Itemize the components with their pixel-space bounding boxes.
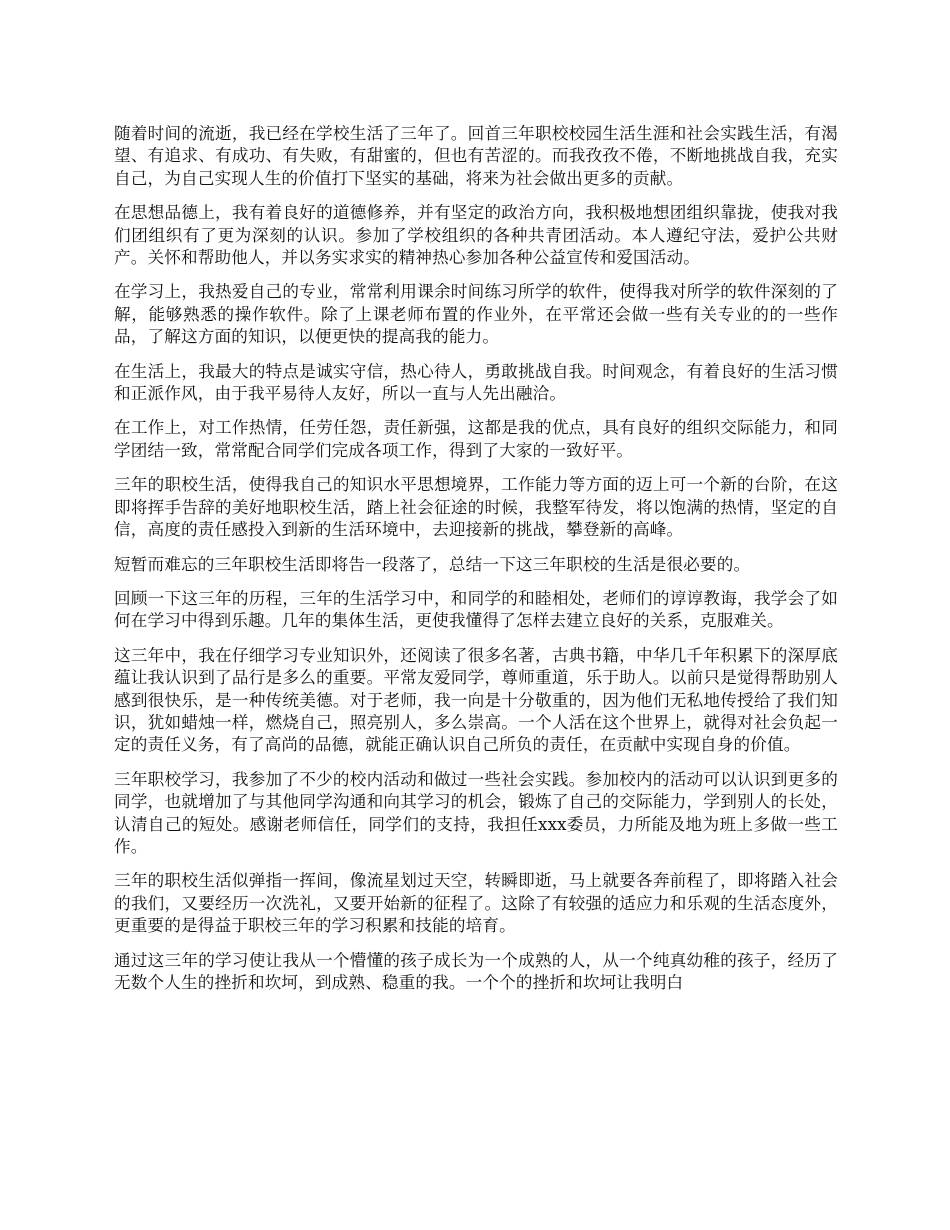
paragraph: 短暂而难忘的三年职校生活即将告一段落了，总结一下这三年职校的生活是很必要的。 xyxy=(114,554,751,574)
paragraph: 三年的职校生活，使得我自己的知识水平思想境界，工作能力等方面的迈上可一个新的台阶，在这即将挥手告辞的美好地职校生活，踏上社会征途的时候，我整军待发，将以饱满的热情，坚定的自信，高度的责任感投入到新的生活环境中，去迎接新的挑战，攀登新的高峰。 xyxy=(114,475,838,540)
paragraph: 通过这三年的学习使让我从一个懵懂的孩子成长为一个成熟的人，从一个纯真幼稚的孩子，经历了无数个人生的挫折和坎坷，到成熟、稳重的我。一个个的挫折和坎坷让我明白 xyxy=(114,950,838,992)
paragraph: 三年职校学习，我参加了不少的校内活动和做过一些社会实践。参加校内的活动可以认识到更多的同学，也就增加了与其他同学沟通和向其学习的机会，锻炼了自己的交际能力，学到别人的长处，认清自己的短处。感谢老师信任，同学们的支持，我担任xxx委员，力所能及地为班上多做一些工作。 xyxy=(114,769,838,856)
paragraph: 在思想品德上，我有着良好的道德修养，并有坚定的政治方向，我积极地想团组织靠拢，使我对我们团组织有了更为深刻的认识。参加了学校组织的各种共青团活动。本人遵纪守法，爱护公共财产。关怀和帮助他人，并以务实求实的精神热心参加各种公益宣传和爱国活动。 xyxy=(114,203,838,268)
paragraph: 在生活上，我最大的特点是诚实守信，热心待人，勇敢挑战自我。时间观念，有着良好的生活习惯和正派作风，由于我平易待人友好，所以一直与人先出融洽。 xyxy=(114,361,838,404)
document-body xyxy=(114,123,838,1006)
paragraph: 这三年中，我在仔细学习专业知识外，还阅读了很多名著，古典书籍，中华几千年积累下的深厚底蕴让我认识到了品行是多么的重要。平常友爱同学，尊师重道，乐于助人。以前只是觉得帮助别人感到很快乐，是一种传统美德。对于老师，我一向是十分敬重的，因为他们无私地传授给了我们知识，犹如蜡烛一样，燃烧自己，照亮别人，多么崇高。一个人活在这个世界上，就得对社会负起一定的责任义务，有了高尚的品德，就能正确认识自己所负的责任，在贡献中实现自身的价值。 xyxy=(114,645,838,755)
paragraph: 随着时间的流逝，我已经在学校生活了三年了。回首三年职校校园生活生涯和社会实践生活，有渴望、有追求、有成功、有失败，有甜蜜的，但也有苦涩的。而我孜孜不倦，不断地挑战自我，充实自己，为自己实现人生的价值打下坚实的基础，将来为社会做出更多的贡献。 xyxy=(114,124,838,188)
paragraph: 在工作上，对工作热情，任劳任怨，责任新强，这都是我的优点，具有良好的组织交际能力，和同学团结一致，常常配合同学们完成各项工作，得到了大家的一致好平。 xyxy=(114,418,838,460)
paragraph: 回顾一下这三年的历程，三年的生活学习中，和同学的和睦相处，老师们的谆谆教诲，我学会了如何在学习中得到乐趣。几年的集体生活，更使我懂得了怎样去建立良好的关系，克服难关。 xyxy=(114,588,838,631)
paragraph: 在学习上，我热爱自己的专业，常常利用课余时间练习所学的软件，使得我对所学的软件深刻的了解，能够熟悉的操作软件。除了上课老师布置的作业外，在平常还会做一些有关专业的的一些作品，了解这方面的知识，以便更快的提高我的能力。 xyxy=(114,282,838,347)
paragraph: 三年的职校生活似弹指一挥间，像流星划过天空，转瞬即逝，马上就要各奔前程了，即将踏入社会的我们，又要经历一次洗礼，又要开始新的征程了。这除了有较强的适应力和乐观的生活态度外，更重要的是得益于职校三年的学习积累和技能的培育。 xyxy=(114,871,838,936)
